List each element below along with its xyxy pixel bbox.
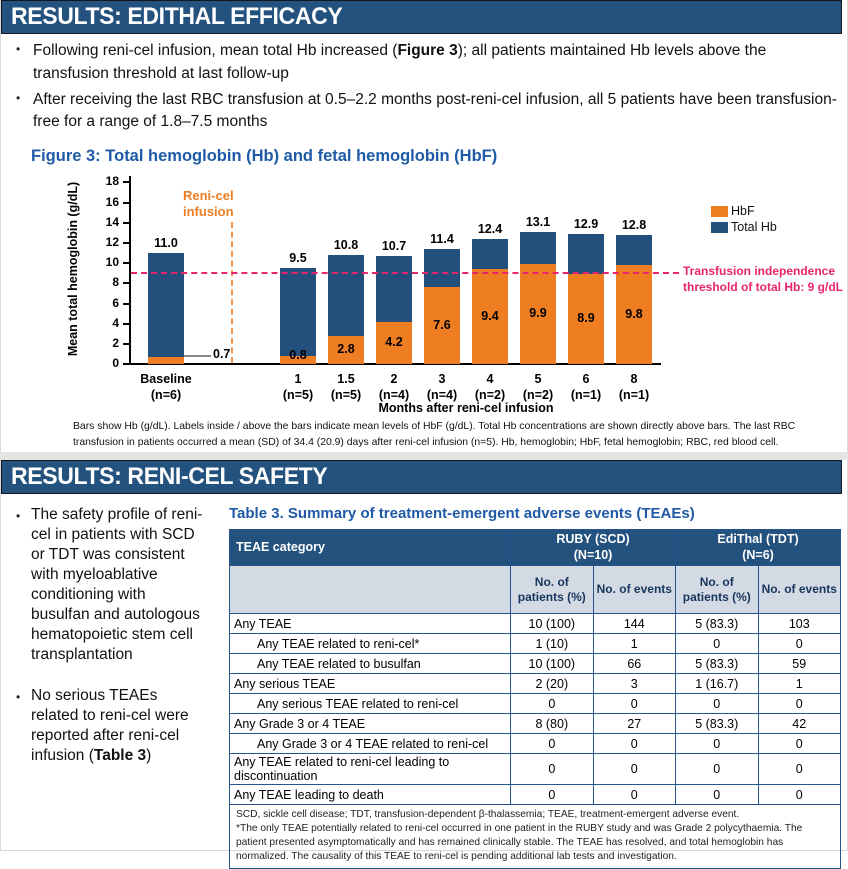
row-value: 10 (100) xyxy=(511,614,593,634)
y-tick-label: 16 xyxy=(105,194,119,209)
bar-hbf-label: 4.2 xyxy=(385,334,403,349)
teae-table xyxy=(229,529,841,869)
x-category-n: (n=5) xyxy=(282,388,314,403)
row-label: Any serious TEAE xyxy=(230,674,511,694)
row-value: 0 xyxy=(758,754,841,785)
bar-total-label: 11.0 xyxy=(154,236,178,251)
bar-total-hb xyxy=(472,239,508,269)
edithal-group-n: (N=6) xyxy=(742,547,774,562)
bullet-text: Figure 3 xyxy=(397,42,458,59)
table-footnote-row xyxy=(230,805,841,869)
efficacy-bullet-list xyxy=(11,40,837,134)
bar-total-hb xyxy=(568,234,604,274)
bar-total-hb xyxy=(520,232,556,264)
bar-total-hb xyxy=(376,256,412,322)
table-row xyxy=(230,754,841,785)
row-label: Any TEAE leading to death xyxy=(230,785,511,805)
empty-header-cell xyxy=(230,566,511,614)
row-value: 10 (100) xyxy=(511,654,593,674)
y-tick-label: 10 xyxy=(105,255,119,270)
figure-footnote: Bars show Hb (g/dL). Labels inside / above the bars indicate mean levels of HbF (g/dL). Total Hb concentrations are shown directly above bars. The last RBC transfusion in patients occurred a mean (SD) of 34.4 (20.9) days after reni-cel infusion (n=5). Hb, hemoglobin; HbF, fetal hemoglobin; RBC, red blood cell. xyxy=(73,421,796,449)
bar-total-label: 10.8 xyxy=(333,238,359,253)
legend-label: Total Hb xyxy=(731,220,777,235)
legend-item xyxy=(711,220,777,234)
x-category-month: 3 xyxy=(438,372,446,387)
bullet-item xyxy=(11,40,837,86)
y-tick-label: 18 xyxy=(105,174,119,189)
bullet-text: ); all patients maintained Hb levels above the transfusion threshold at last follow-up xyxy=(33,42,767,82)
bar-hbf-label: 9.8 xyxy=(625,306,643,321)
row-label: Any TEAE related to reni-cel* xyxy=(230,634,511,654)
y-tick-label: 4 xyxy=(112,315,119,330)
row-value: 0 xyxy=(511,734,593,754)
row-value: 0 xyxy=(676,785,758,805)
bar-total-label: 11.4 xyxy=(430,231,454,246)
x-category-month: 5 xyxy=(534,372,542,387)
row-value: 0 xyxy=(676,634,758,654)
bullet-text: Following reni-cel infusion, mean total Hb increased ( xyxy=(33,42,398,59)
row-value: 0 xyxy=(758,734,841,754)
legend-label: HbF xyxy=(731,204,755,219)
bullet-text: ) xyxy=(146,747,152,764)
x-category-label xyxy=(131,371,201,404)
y-tick-label: 0 xyxy=(112,356,119,371)
bullet-text: Table 3 xyxy=(93,747,147,764)
table-header-row-groups xyxy=(230,530,841,566)
bar-total-label: 10.7 xyxy=(381,239,407,254)
bullet-text: The safety profile of reni-cel in patients with SCD or TDT was consistent with myeloablative conditioning with busulfan and autologous hematopoietic stem cell transplantation xyxy=(31,506,203,663)
bullet-text: After receiving the last RBC transfusion at 0.5–2.2 months post-reni-cel infusion, all 5 patients have been transfusion-free for a range of 1.8–7.5 months xyxy=(33,90,837,131)
x-category-n: (n=2) xyxy=(474,388,506,403)
table-title: Table 3. Summary of treatment-emergent adverse events (TEAEs) xyxy=(229,505,695,522)
safety-header-banner xyxy=(1,460,842,494)
y-tick-mark xyxy=(123,343,129,345)
row-label: Any TEAE related to reni-cel leading to discontinuation xyxy=(230,754,511,785)
safety-header-title: RESULTS: RENI-CEL SAFETY xyxy=(11,463,328,490)
threshold-annotation: Transfusion independence threshold of total Hb: 9 g/dL xyxy=(683,264,843,294)
row-value: 0 xyxy=(511,694,593,714)
x-category-label xyxy=(599,371,669,404)
efficacy-header-title: RESULTS: EDITHAL EFFICACY xyxy=(11,3,343,30)
x-category-n: (n=2) xyxy=(522,388,554,403)
ruby-group-n: (N=10) xyxy=(573,547,613,562)
figure-title: Figure 3: Total hemoglobin (Hb) and fetal hemoglobin (HbF) xyxy=(31,147,498,166)
table-row xyxy=(230,674,841,694)
hb-stacked-bar-chart xyxy=(1,168,847,416)
teae-table-column xyxy=(207,503,843,869)
bullet-item xyxy=(11,505,207,665)
panel-divider xyxy=(0,452,848,460)
row-label: Any Grade 3 or 4 TEAE xyxy=(230,714,511,734)
row-label: Any TEAE related to busulfan xyxy=(230,654,511,674)
bullet-text: No serious TEAEs related to reni-cel were reported after reni-cel infusion ( xyxy=(31,687,189,764)
bar-total-label: 12.9 xyxy=(573,216,599,231)
row-label: Any TEAE xyxy=(230,614,511,634)
bar-hbf-label: 0.8 xyxy=(289,348,307,363)
subheader-events-ruby: No. of events xyxy=(593,566,675,614)
y-tick-mark xyxy=(123,323,129,325)
hbf-leader-line xyxy=(184,355,211,357)
bar-hbf-label: 7.6 xyxy=(433,317,451,332)
ruby-group-header xyxy=(511,530,676,566)
table-row xyxy=(230,785,841,805)
x-category-month: Baseline xyxy=(140,372,192,387)
row-value: 1 xyxy=(758,674,841,694)
row-value: 0 xyxy=(511,754,593,785)
infusion-label: Reni-cel infusion xyxy=(183,188,234,220)
table-row xyxy=(230,614,841,634)
x-category-month: 2 xyxy=(390,372,398,387)
subheader-events-edithal: No. of events xyxy=(758,566,841,614)
row-value: 3 xyxy=(593,674,675,694)
bar-hbf-label: 8.9 xyxy=(577,311,595,326)
threshold-dashed-line xyxy=(131,272,679,274)
row-value: 0 xyxy=(676,694,758,714)
row-value: 1 (10) xyxy=(511,634,593,654)
y-tick-mark xyxy=(123,262,129,264)
table-row xyxy=(230,734,841,754)
row-value: 1 xyxy=(593,634,675,654)
legend-swatch-hbf xyxy=(711,206,728,217)
bar-total-hb xyxy=(328,255,364,336)
y-tick-mark xyxy=(123,303,129,305)
y-axis-title: Mean total hemoglobin (g/dL) xyxy=(66,181,80,357)
row-label: Any serious TEAE related to reni-cel xyxy=(230,694,511,714)
table-row xyxy=(230,634,841,654)
y-tick-mark xyxy=(123,202,129,204)
bar-total-label: 13.1 xyxy=(525,214,551,229)
row-value: 59 xyxy=(758,654,841,674)
y-tick-mark xyxy=(123,363,129,365)
y-tick-mark xyxy=(123,242,129,244)
x-category-n: (n=1) xyxy=(570,388,602,403)
row-value: 0 xyxy=(758,694,841,714)
row-value: 0 xyxy=(758,634,841,654)
row-value: 0 xyxy=(758,785,841,805)
row-value: 27 xyxy=(593,714,675,734)
x-category-n: (n=6) xyxy=(150,388,182,403)
table-row xyxy=(230,714,841,734)
legend-item xyxy=(711,204,777,218)
table-footnotes xyxy=(230,805,841,869)
row-value: 42 xyxy=(758,714,841,734)
table-footnote-line: *The only TEAE potentially related to reni-cel occurred in one patient in the RUBY study and was Grade 2 polycythaemia. The patient presented asymptomatically and has remained clinically stable. The TEAE has resolved, and total hemoglobin has normalized. The causality of this TEAE to reni-cel is pending additional lab tests and investigation. xyxy=(236,823,803,863)
subheader-patients-edithal: No. of patients (%) xyxy=(676,566,758,614)
safety-panel xyxy=(0,460,848,863)
y-tick-label: 8 xyxy=(112,275,119,290)
x-category-month: 4 xyxy=(486,372,494,387)
bar-hbf-label: 9.9 xyxy=(529,306,547,321)
bar-total-hb xyxy=(148,253,184,357)
safety-bullet-list xyxy=(11,505,207,766)
x-category-month: 8 xyxy=(630,372,638,387)
row-value: 0 xyxy=(593,694,675,714)
chart-legend xyxy=(711,204,777,236)
row-value: 103 xyxy=(758,614,841,634)
x-category-month: 6 xyxy=(582,372,590,387)
table-footnote-line: SCD, sickle cell disease; TDT, transfusion-dependent β-thalassemia; TEAE, treatment-emergent adverse event. xyxy=(236,809,740,820)
y-tick-mark xyxy=(123,282,129,284)
row-label: Any Grade 3 or 4 TEAE related to reni-cel xyxy=(230,734,511,754)
bar-hbf xyxy=(148,357,184,364)
ruby-group-name: RUBY (SCD) xyxy=(556,531,630,546)
y-tick-label: 12 xyxy=(105,234,119,249)
y-tick-mark xyxy=(123,181,129,183)
teae-category-header: TEAE category xyxy=(230,530,511,566)
safety-body xyxy=(1,494,847,869)
legend-swatch-total-hb xyxy=(711,222,728,233)
efficacy-header-banner xyxy=(1,0,842,34)
y-tick-label: 6 xyxy=(112,295,119,310)
bar-total-hb xyxy=(280,268,316,356)
x-category-n: (n=1) xyxy=(618,388,650,403)
row-value: 0 xyxy=(511,785,593,805)
subheader-patients-ruby: No. of patients (%) xyxy=(511,566,593,614)
y-tick-label: 2 xyxy=(112,335,119,350)
row-value: 66 xyxy=(593,654,675,674)
bar-total-label: 12.8 xyxy=(621,217,647,232)
row-value: 5 (83.3) xyxy=(676,714,758,734)
safety-bullets-column xyxy=(11,503,207,869)
x-category-month: 1.5 xyxy=(337,372,355,387)
infusion-dashed-line xyxy=(231,222,233,363)
x-category-n: (n=5) xyxy=(330,388,362,403)
row-value: 0 xyxy=(593,785,675,805)
y-tick-label: 14 xyxy=(105,214,119,229)
row-value: 5 (83.3) xyxy=(676,614,758,634)
y-axis-line xyxy=(129,176,131,364)
y-tick-mark xyxy=(123,222,129,224)
x-category-n: (n=4) xyxy=(426,388,458,403)
row-value: 0 xyxy=(593,754,675,785)
x-axis-title: Months after reni-cel infusion xyxy=(378,401,554,416)
bullet-item xyxy=(11,89,837,135)
edithal-group-name: EdiThal (TDT) xyxy=(717,531,799,546)
bar-hbf-label: 0.7 xyxy=(213,347,231,362)
bar-total-label: 9.5 xyxy=(289,251,307,266)
row-value: 0 xyxy=(676,734,758,754)
row-value: 144 xyxy=(593,614,675,634)
x-category-n: (n=4) xyxy=(378,388,410,403)
row-value: 5 (83.3) xyxy=(676,654,758,674)
bar-total-label: 12.4 xyxy=(477,221,503,236)
bar-hbf-label: 2.8 xyxy=(337,341,355,356)
table-row xyxy=(230,694,841,714)
row-value: 0 xyxy=(676,754,758,785)
table-row xyxy=(230,654,841,674)
row-value: 1 (16.7) xyxy=(676,674,758,694)
table-header-row-measures xyxy=(230,566,841,614)
row-value: 0 xyxy=(593,734,675,754)
row-value: 2 (20) xyxy=(511,674,593,694)
x-category-month: 1 xyxy=(294,372,302,387)
bullet-item xyxy=(11,686,207,766)
bar-total-hb xyxy=(424,249,460,287)
bar-total-hb xyxy=(616,235,652,265)
edithal-group-header xyxy=(676,530,841,566)
bar-hbf-label: 9.4 xyxy=(481,308,499,323)
row-value: 8 (80) xyxy=(511,714,593,734)
